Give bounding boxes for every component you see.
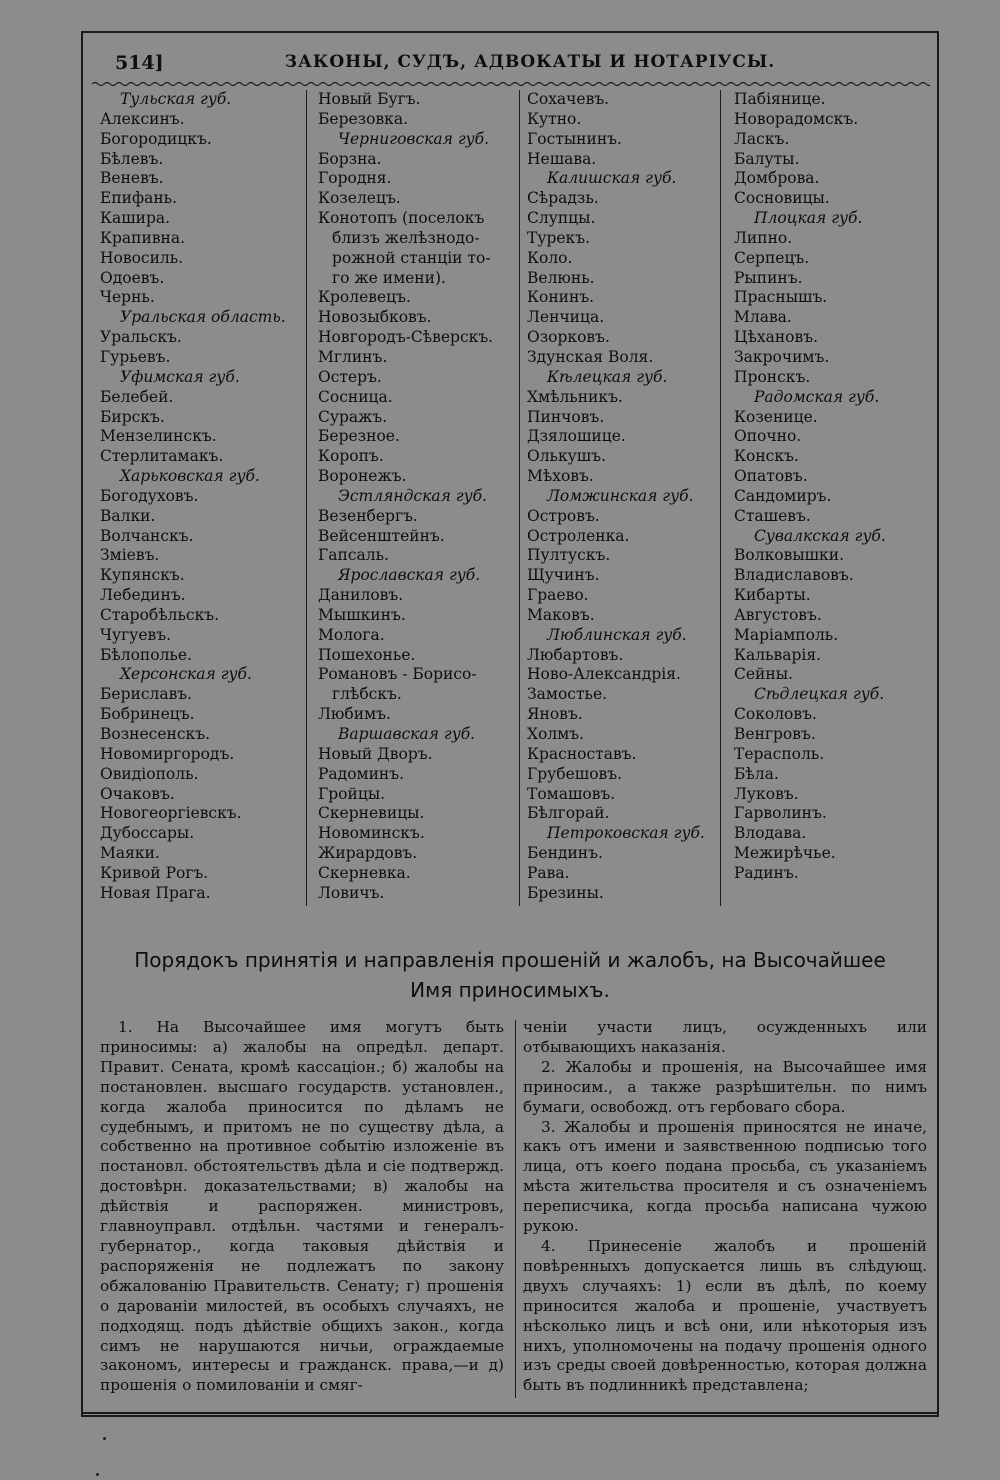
town-item: Бѣлополье. [100, 645, 192, 664]
town-item: Маковъ. [527, 605, 595, 624]
governorate-heading: Черниговская губ. [338, 129, 490, 148]
town-item: Хмѣльникъ. [527, 387, 623, 406]
town-item: Томашовъ. [527, 784, 616, 803]
town-item: Сейны. [734, 665, 793, 684]
town-item: Межирѣчье. [734, 844, 836, 863]
town-item: Радинъ. [734, 863, 799, 882]
town-item: Березное. [318, 427, 400, 446]
town-item: Холмъ. [527, 725, 585, 743]
town-item: Липно. [734, 228, 793, 247]
town-item: Ленчица. [527, 308, 605, 327]
town-item: Ловичъ. [318, 883, 385, 902]
town-item: Богородицкъ. [100, 129, 212, 148]
town-item: Ново-Александрiя. [527, 665, 681, 684]
town-item: Цѣхановъ. [734, 328, 819, 347]
town-item: Коло. [527, 248, 573, 267]
governorate-heading: Петроковская губ. [547, 824, 705, 843]
towns-column-1 [98, 90, 303, 904]
town-item: Олькушъ. [527, 447, 606, 466]
town-item: Кибарты. [734, 586, 811, 605]
town-item: Сташевъ. [734, 506, 811, 525]
governorate-heading: Ярославская губ. [338, 566, 481, 585]
town-item: Кролевецъ. [318, 288, 411, 307]
town-item: Праснышъ. [734, 288, 828, 307]
town-item: Марiамполь. [734, 625, 839, 644]
town-item: Мензелинскъ. [100, 427, 217, 446]
town-item: Граево. [527, 586, 589, 605]
governorate-heading: Херсонская губ. [120, 665, 252, 684]
town-item: Рава. [527, 863, 570, 882]
section-title [82, 945, 938, 1005]
town-item: Балуты. [734, 149, 800, 168]
page-header [82, 48, 938, 80]
town-item: Новогеоргiевскъ. [100, 804, 242, 823]
town-item: Кальварiя. [734, 645, 822, 664]
town-item: Слупцы. [527, 209, 596, 228]
text-paragraph: 1. На Высочайшее имя могутъ быть приносимы: а) жалобы на опредѣл. департ. Правит. Сената, кромѣ кассацiон.; б) жалобы на постановлен. высшаго государств. установлен., когда жалоба приносится по дѣламъ не судебнымъ, и притомъ не по существу дѣла, а собственно на противное событiю изложенiе въ постановл. обстоятельствъ дѣла и сiе подтвержд. достовѣрн. доказательствами; в) жалобы на дѣйствiя и распоряжен. министровъ, главноуправл. отдѣльн. частями и генералъ-губернатор., когда таковыя дѣйствiя и распоряженiя не подлежатъ по закону обжалованiю Правительств. Сенату; г) прошенiя о дарованiи милостей, въ особыхъ случаяхъ, не подходящ. подъ дѣйствiе общихъ закон., когда симъ не нарушаются ничьи, ограждаемые закономъ, интересы и гражданск. права,—и д) прошенiя о помилованiи и смяг- [100, 1018, 504, 1395]
town-item: Бирскъ. [100, 407, 165, 426]
governorate-heading: Варшавская губ. [338, 725, 476, 743]
town-item: Городня. [318, 169, 392, 188]
town-item: Дубоссары. [100, 824, 195, 843]
town-item: Богодуховъ. [100, 486, 199, 505]
town-item: Ласкъ. [734, 129, 790, 148]
column-rule [519, 90, 520, 906]
text-paragraph: 3. Жалобы и прошенiя приносятся не иначе, какъ отъ имени и заявственною подписью того лица, отъ коего подана просьба, съ указанiемъ мѣста жительства просителя и съ означенiемъ переписчика, когда просьба написана чужою рукою. [523, 1117, 927, 1236]
town-item: глѣбскъ. [332, 685, 402, 704]
town-item: Пронскъ. [734, 367, 811, 386]
town-item: Лебединъ. [100, 586, 186, 605]
town-item: Овидiополь. [100, 764, 199, 783]
print-speck [96, 1473, 99, 1476]
town-item: Островъ. [527, 506, 600, 525]
town-item: Тераспoль. [734, 744, 825, 763]
town-item: Одоевъ. [100, 268, 165, 287]
towns-column-4 [732, 90, 928, 884]
town-item: Очаковъ. [100, 784, 175, 803]
town-item: Волковышки. [734, 546, 845, 565]
town-item: Пултускъ. [527, 546, 611, 565]
town-item: Бобринецъ. [100, 705, 195, 724]
town-item: Опатовъ. [734, 467, 808, 486]
town-item: Сосница. [318, 387, 393, 406]
town-item: Белебей. [100, 387, 174, 406]
town-item: Вознесенскъ. [100, 725, 211, 743]
town-item: близъ желѣзнодо- [332, 228, 480, 247]
town-item: Остеръ. [318, 367, 382, 386]
town-item: Конинъ. [527, 288, 595, 307]
town-item: Кутно. [527, 109, 582, 128]
town-item: Венгровъ. [734, 725, 816, 743]
text-paragraph: 4. Принесенiе жалобъ и прошенiй повѣренныхъ допускается лишь въ слѣдующ. двухъ случаяхъ: 1) если въ дѣлѣ, по коему приносится жалоба и прошенiе, участвуетъ нѣсколько лицъ и всѣ они, или нѣкоторыя изъ нихъ, уполномочены на подачу прошенiя одного изъ среды своей довѣренностью, которая должна быть въ подлинникѣ представлена; [523, 1236, 927, 1395]
town-item: Скерневицы. [318, 804, 425, 823]
town-item: Замостье. [527, 685, 608, 704]
town-item: Скерневка. [318, 863, 411, 882]
town-item: Везенбергъ. [318, 506, 418, 525]
governorate-heading: Плоцкая губ. [754, 209, 863, 228]
town-item: Новая Прага. [100, 883, 211, 902]
wavy-divider [92, 80, 930, 88]
governorate-heading: Радомская губ. [754, 387, 880, 406]
governorate-heading: Калишская губ. [547, 169, 677, 188]
town-item: Любартовъ. [527, 645, 624, 664]
town-item: Щучинъ. [527, 566, 600, 585]
town-item: Старобѣльскъ. [100, 605, 220, 624]
town-item: Пабiяницe. [734, 90, 826, 108]
town-item: Новозыбковъ. [318, 308, 432, 327]
town-item: Млава. [734, 308, 792, 327]
town-item: Новосиль. [100, 248, 184, 267]
town-item: Озорковъ. [527, 328, 610, 347]
town-item: Мглинъ. [318, 347, 388, 366]
running-title: ЗАКОНЫ, СУДЪ, АДВОКАТЫ И НОТАРІУСЫ. [284, 52, 776, 72]
governorate-heading: Ломжинская губ. [547, 486, 694, 505]
text-paragraph: ченiи участи лицъ, осужденныхъ или отбывающихъ наказанiя. [523, 1018, 927, 1056]
town-item: Козелецъ. [318, 189, 401, 208]
town-item: Красноставъ. [527, 744, 637, 763]
town-item: Конскъ. [734, 447, 799, 466]
text-column-left [100, 1018, 504, 1396]
town-item: Епифань. [100, 189, 178, 208]
town-item: Веневъ. [100, 169, 164, 188]
town-item: Новоминскъ. [318, 824, 425, 843]
town-item: Мышкинъ. [318, 605, 406, 624]
town-item: Серпецъ. [734, 248, 810, 267]
town-item: Грубешовъ. [527, 764, 623, 783]
town-item: Дзялошице. [527, 427, 626, 446]
towns-list [92, 90, 930, 910]
town-item: Конотопъ (поселокъ [318, 209, 485, 228]
town-item: Бериславъ. [100, 685, 193, 704]
page-number: 514] [115, 52, 164, 74]
text-column-right [523, 1018, 927, 1396]
town-item: Гройцы. [318, 784, 386, 803]
town-item: Домброва. [734, 169, 820, 188]
governorate-heading: Харьковская губ. [120, 467, 260, 486]
town-item: Сѣрадзь. [527, 189, 599, 208]
town-item: Брезины. [527, 883, 604, 902]
town-item: Волчанскъ. [100, 526, 194, 545]
town-item: Кривой Рогъ. [100, 863, 209, 882]
town-item: Чугуевъ. [100, 625, 172, 644]
governorate-heading: Эстляндская губ. [338, 486, 487, 505]
town-item: Сандомиръ. [734, 486, 832, 505]
town-item: Стерлитамакъ. [100, 447, 224, 466]
town-item: Гапсаль. [318, 546, 389, 565]
section-title-line-1: Порядокъ принятiя и направленiя прошенiй и жалобъ, на Высочайшее [134, 948, 886, 972]
town-item: Даниловъ. [318, 586, 404, 605]
town-item: Гурьевъ. [100, 347, 171, 366]
town-item: Здунская Воля. [527, 347, 654, 366]
town-item: Новомиргородъ. [100, 744, 235, 763]
town-item: Козеницe. [734, 407, 818, 426]
town-item: Бѣлевъ. [100, 149, 164, 168]
town-item: Пошехонье. [318, 645, 416, 664]
town-item: Яновъ. [527, 705, 583, 724]
town-item: Чернь. [100, 288, 155, 307]
town-item: Остроленка. [527, 526, 630, 545]
governorate-heading: Уральская область. [120, 308, 286, 327]
town-item: Новгородъ-Сѣверскъ. [318, 328, 494, 347]
governorate-heading: Люблинская губ. [547, 625, 687, 644]
town-item: Сохачевъ. [527, 90, 610, 108]
towns-column-2 [316, 90, 516, 904]
governorate-heading: Уфимская губ. [120, 367, 240, 386]
town-item: Жирардовъ. [318, 844, 418, 863]
town-item: Молога. [318, 625, 385, 644]
town-item: Уральскъ. [100, 328, 182, 347]
town-item: Августовъ. [734, 605, 822, 624]
town-item: Гостынинъ. [527, 129, 622, 148]
town-item: Бѣлгорай. [527, 804, 610, 823]
town-item: Крапивна. [100, 228, 186, 247]
town-item: Новый Бугъ. [318, 90, 421, 108]
town-item: Луковъ. [734, 784, 799, 803]
governorate-heading: Кѣлецкая губ. [547, 367, 668, 386]
town-item: рожной станцiи то- [332, 248, 491, 267]
town-item: Пинчовъ. [527, 407, 605, 426]
town-item: Бендинъ. [527, 844, 603, 863]
column-rule [515, 1020, 516, 1398]
town-item: го же имени). [332, 268, 446, 287]
town-item: Змiевъ. [100, 546, 160, 565]
town-item: Турекъ. [527, 228, 591, 247]
town-item: Купянскъ. [100, 566, 185, 585]
town-item: Вейсенштейнъ. [318, 526, 445, 545]
print-speck [103, 1437, 106, 1440]
section-title-line-2: Имя приносимыхъ. [410, 978, 610, 1002]
town-item: Гарволинъ. [734, 804, 827, 823]
bottom-rule [82, 1412, 938, 1414]
town-item: Маяки. [100, 844, 160, 863]
town-item: Влодава. [734, 824, 807, 843]
governorate-heading: Сувалкская губ. [754, 526, 886, 545]
town-item: Березовка. [318, 109, 409, 128]
town-item: Валки. [100, 506, 156, 525]
town-item: Борзна. [318, 149, 382, 168]
town-item: Мѣховъ. [527, 467, 594, 486]
town-item: Суражъ. [318, 407, 388, 426]
town-item: Велюнь. [527, 268, 595, 287]
town-item: Радоминъ. [318, 764, 405, 783]
column-rule [306, 90, 307, 906]
town-item: Романовъ - Борисо- [318, 665, 477, 684]
town-item: Новорадомскъ. [734, 109, 859, 128]
town-item: Воронежъ. [318, 467, 407, 486]
town-item: Сосновицы. [734, 189, 830, 208]
town-item: Каширa. [100, 209, 171, 228]
town-item: Новый Дворъ. [318, 744, 433, 763]
governorate-heading: Сѣдлецкая губ. [754, 685, 885, 704]
town-item: Алексинъ. [100, 109, 185, 128]
town-item: Соколовъ. [734, 705, 817, 724]
town-item: Рыпинъ. [734, 268, 803, 287]
town-item: Закрочимъ. [734, 347, 830, 366]
governorate-heading: Тульская губ. [120, 90, 232, 108]
towns-column-3 [525, 90, 715, 904]
town-item: Коропъ. [318, 447, 384, 466]
town-item: Нешава. [527, 149, 597, 168]
town-item: Опочно. [734, 427, 802, 446]
text-paragraph: 2. Жалобы и прошенiя, на Высочайшее имя приносим., а также разрѣшительн. по нимъ бумаги, освобожд. отъ гербоваго сбора. [523, 1057, 927, 1116]
town-item: Любимъ. [318, 705, 391, 724]
town-item: Владиславовъ. [734, 566, 854, 585]
column-rule [720, 90, 721, 906]
town-item: Бѣла. [734, 764, 779, 783]
